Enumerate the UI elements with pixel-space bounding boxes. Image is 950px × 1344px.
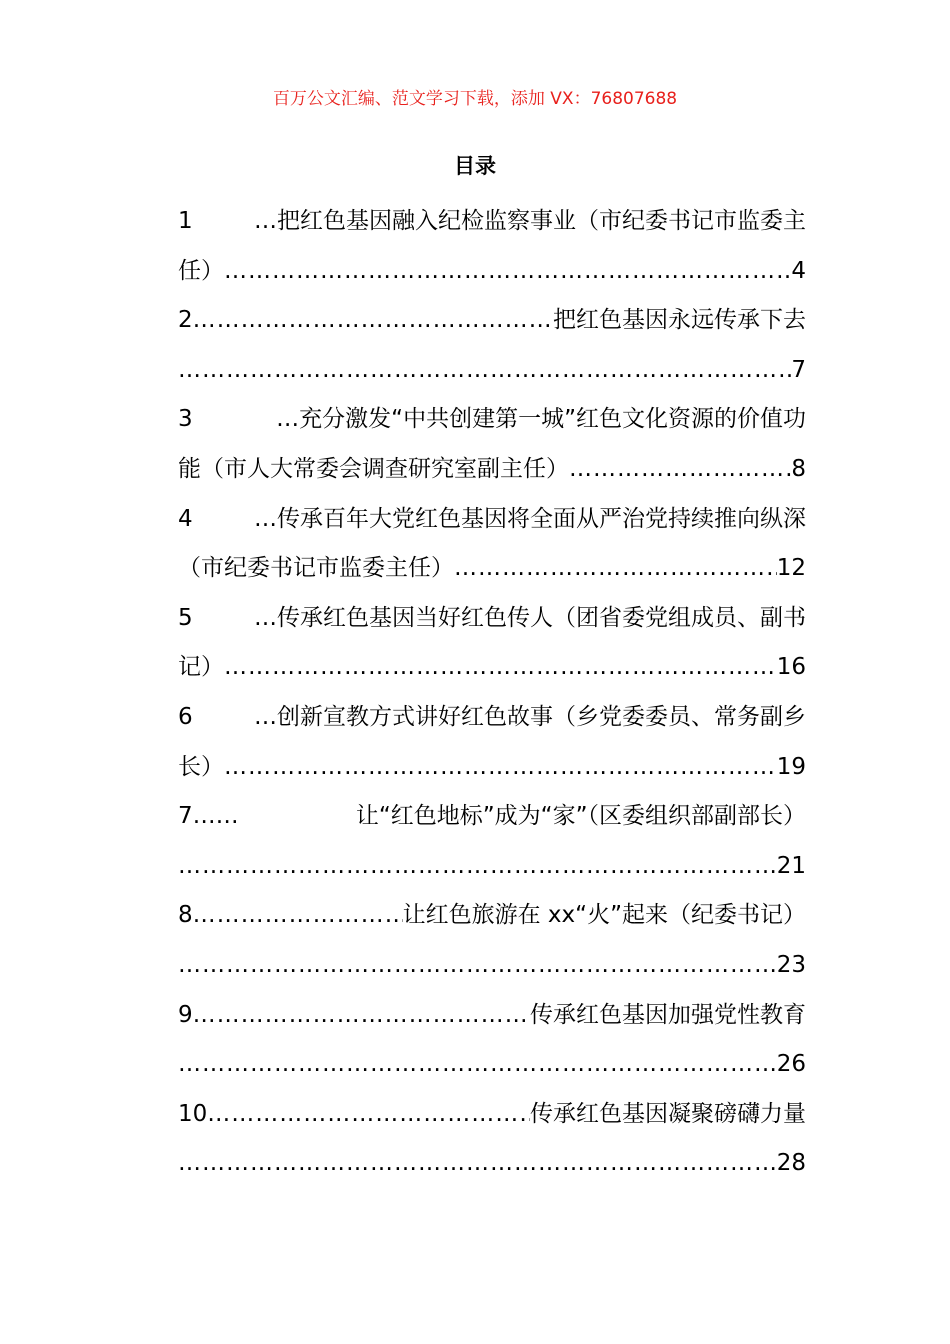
- entry-title-line2: 能（市人大常委会调查研究室副主任）: [178, 455, 569, 482]
- toc-entry-9[interactable]: [178, 991, 806, 1090]
- entry-title: 让红色旅游在 xx“火”起来（纪委书记）: [402, 902, 806, 929]
- toc-entry-1[interactable]: [178, 197, 806, 296]
- entry-page: 19: [776, 753, 806, 780]
- leader-dots: [193, 991, 530, 1041]
- entry-title-line1: …创新宣教方式讲好红色故事（乡党委委员、常务副乡: [254, 703, 806, 730]
- toc-entry-3[interactable]: [178, 395, 806, 494]
- toc-entry-8[interactable]: [178, 891, 806, 990]
- entry-title-line2: （市纪委书记市监委主任）: [178, 555, 454, 582]
- entry-page: 8: [791, 455, 806, 482]
- toc-entry-10[interactable]: [178, 1090, 806, 1189]
- leader-dots: [207, 1090, 530, 1140]
- entry-page: 26: [776, 1051, 806, 1078]
- leader-dots: [193, 891, 403, 941]
- leader-dots: [178, 1040, 777, 1090]
- entry-number: 5: [178, 604, 193, 631]
- toc-entry-7[interactable]: [178, 792, 806, 891]
- toc-entry-6[interactable]: [178, 693, 806, 792]
- entry-title: 把红色基因永远传承下去: [553, 307, 806, 334]
- leader-dots: [178, 842, 777, 892]
- entry-page: 28: [776, 1150, 806, 1177]
- entry-number: 4: [178, 505, 193, 532]
- entry-lead-dots: ……: [192, 803, 239, 830]
- toc-entry-5[interactable]: [178, 594, 806, 693]
- header-note: 百万公文汇编、范文学习下载，添加 VX：76807688: [272, 89, 678, 109]
- leader-dots: [569, 445, 791, 495]
- entry-title-line1: …传承百年大党红色基因将全面从严治党持续推向纵深: [254, 505, 806, 532]
- entry-number: 6: [178, 703, 193, 730]
- leader-dots: [224, 643, 777, 693]
- entry-number: 9: [178, 1001, 193, 1028]
- entry-title-line1: …把红色基因融入纪检监察事业（市纪委书记市监委主: [254, 208, 806, 234]
- leader-dots: [178, 1139, 777, 1189]
- entry-title-line2: 长）: [178, 753, 224, 780]
- leader-dots: [178, 346, 791, 396]
- entry-title: 传承红色基因凝聚磅礴力量: [530, 1100, 806, 1127]
- entry-number: 10: [178, 1100, 208, 1127]
- entry-number: 3: [178, 406, 193, 433]
- entry-page: 7: [791, 356, 806, 383]
- entry-number: 1: [178, 208, 193, 234]
- entry-title-line1: …传承红色基因当好红色传人（团省委党组成员、副书: [254, 604, 806, 631]
- entry-title: 传承红色基因加强党性教育: [530, 1001, 806, 1028]
- leader-dots: [224, 743, 777, 793]
- table-of-contents: [178, 197, 806, 1189]
- entry-title: 让“红色地标”成为“家”（区委组织部副部长）: [355, 803, 806, 830]
- entry-number: 8: [178, 902, 193, 929]
- entry-page: 4: [791, 257, 806, 284]
- toc-entry-2[interactable]: [178, 296, 806, 395]
- entry-number: 2: [178, 307, 193, 334]
- toc-entry-4[interactable]: [178, 495, 806, 594]
- entry-number: 7: [178, 803, 193, 830]
- leader-dots: [224, 247, 791, 297]
- entry-page: 16: [776, 654, 806, 681]
- entry-page: 23: [776, 951, 806, 978]
- leader-dots: [193, 296, 553, 346]
- entry-title-line2: 记）: [178, 654, 224, 681]
- leader-dots: [454, 544, 777, 594]
- entry-title-line1: …充分激发“中共创建第一城”红色文化资源的价值功: [276, 406, 806, 433]
- toc-title: 目录: [454, 154, 496, 178]
- leader-dots: [178, 941, 777, 991]
- entry-page: 12: [776, 555, 806, 582]
- entry-title-line2: 任）: [178, 257, 224, 284]
- entry-page: 21: [776, 852, 806, 879]
